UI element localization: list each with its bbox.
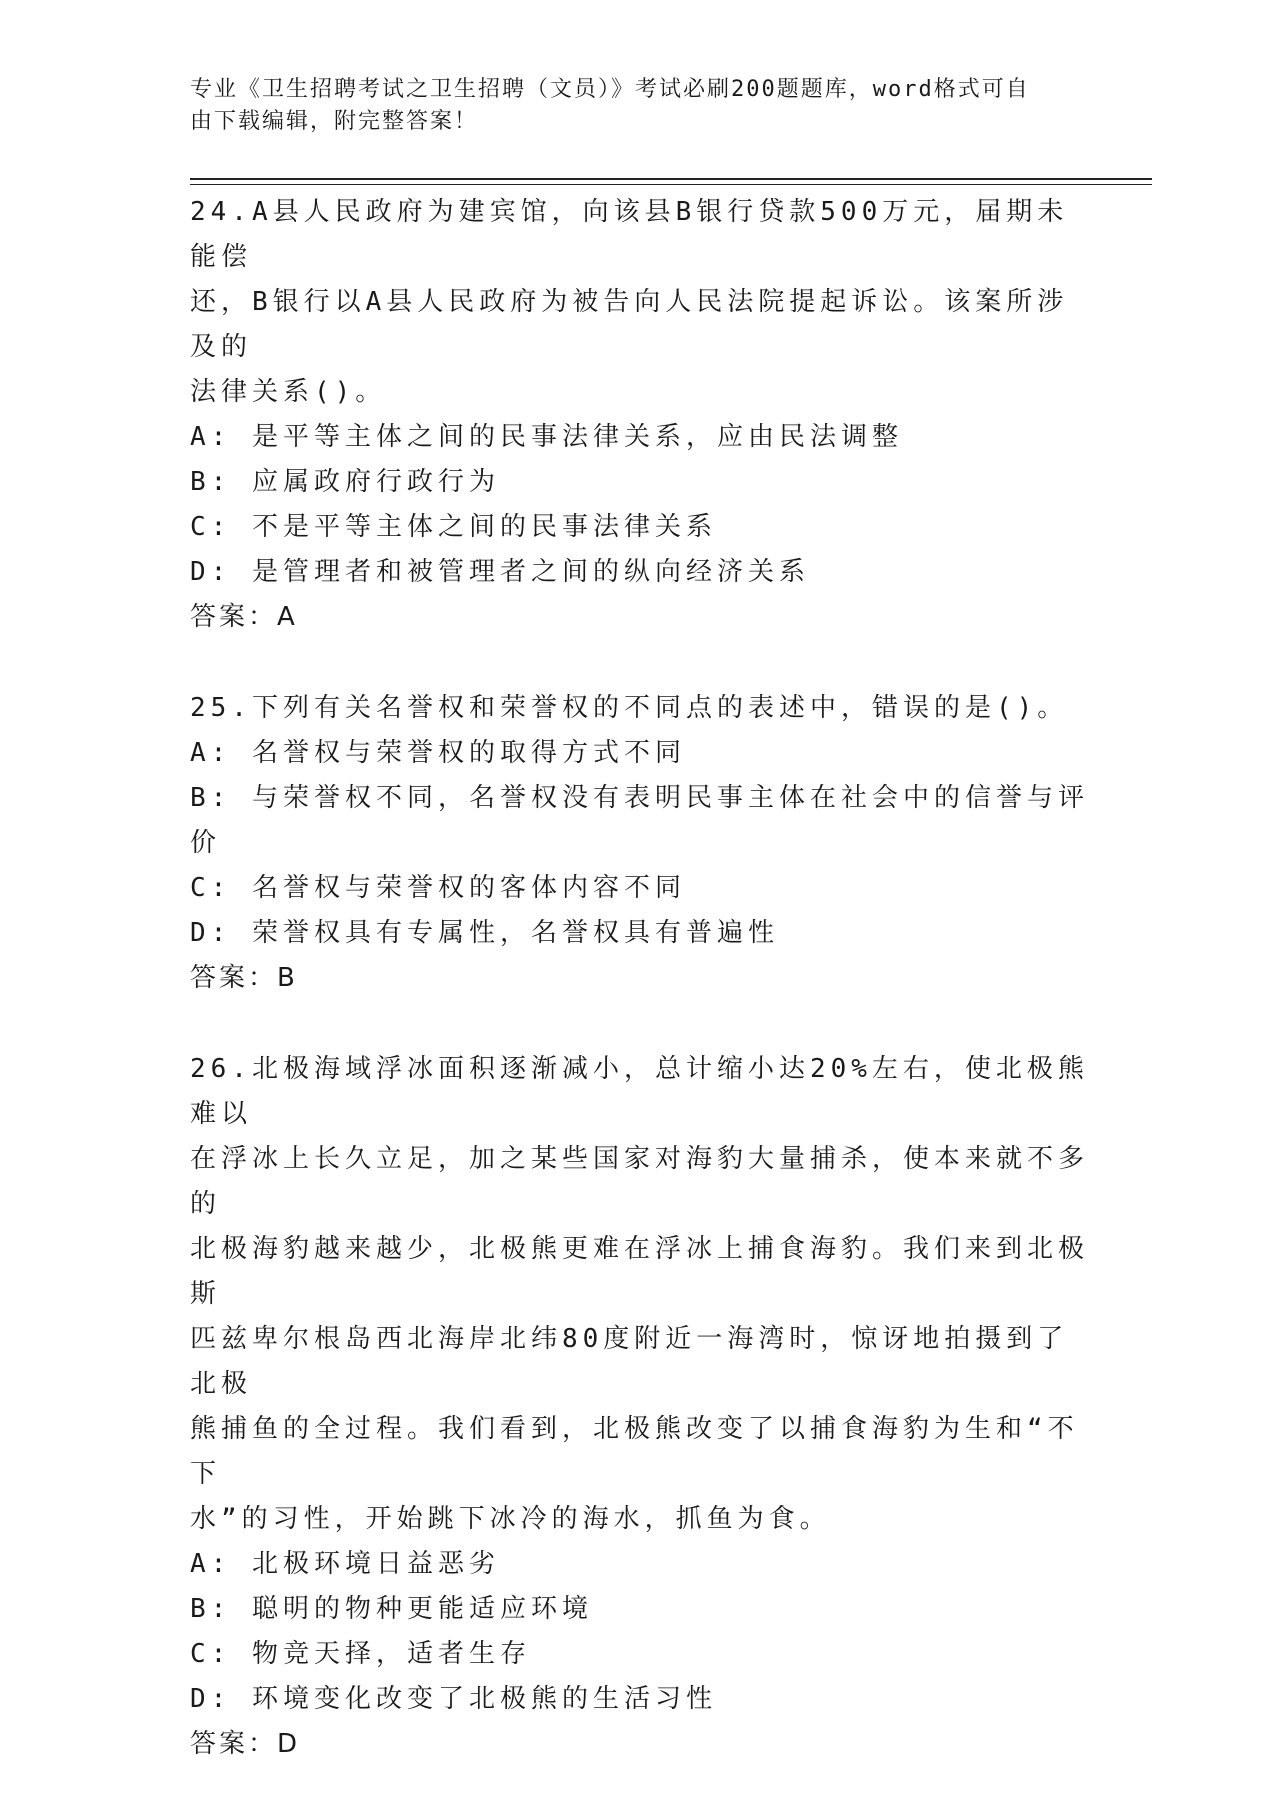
option-c <box>190 1632 1090 1677</box>
option-text: 北极环境日益恶劣 <box>251 1549 500 1579</box>
option-key: C: <box>190 512 232 542</box>
option-b <box>190 776 1090 866</box>
option-text: 环境变化改变了北极熊的生活习性 <box>251 1684 717 1714</box>
question-stem-line: 北极海豹越来越少，北极熊更难在浮冰上捕食海豹。我们来到北极斯 <box>190 1234 1090 1309</box>
question-25 <box>190 686 1090 1001</box>
option-text: 名誉权与荣誉权的取得方式不同 <box>251 738 686 768</box>
option-key: A: <box>190 1549 232 1579</box>
header-line-1: 专业《卫生招聘考试之卫生招聘（文员）》考试必刷200题题库，word格式可自 <box>190 77 1030 102</box>
option-key: C: <box>190 873 232 903</box>
option-d <box>190 911 1090 956</box>
option-text: 名誉权与荣誉权的客体内容不同 <box>251 873 686 903</box>
question-stem-line: 水”的习性，开始跳下冰冷的海水，抓鱼为食。 <box>190 1504 831 1534</box>
option-text: 是平等主体之间的民事法律关系，应由民法调整 <box>251 422 903 452</box>
answer-line: 答案：D <box>190 1729 301 1759</box>
option-c <box>190 505 1090 550</box>
option-key: B: <box>190 783 232 813</box>
option-key: B: <box>190 1594 232 1624</box>
question-list <box>190 190 1090 1813</box>
option-b <box>190 1587 1090 1632</box>
question-stem-line: 还，B银行以A县人民政府为被告向人民法院提起诉讼。该案所涉及的 <box>190 287 1069 362</box>
option-d <box>190 550 1090 595</box>
option-text: 聪明的物种更能适应环境 <box>251 1594 593 1624</box>
document-header <box>190 74 1090 138</box>
header-line-2: 由下载编辑，附完整答案！ <box>190 109 479 134</box>
option-text: 物竞天择，适者生存 <box>251 1639 531 1669</box>
option-b <box>190 460 1090 505</box>
question-stem-line: 匹兹卑尔根岛西北海岸北纬80度附近一海湾时，惊讶地拍摄到了北极 <box>190 1324 1069 1399</box>
question-stem-line: 26.北极海域浮冰面积逐渐减小，总计缩小达20%左右，使北极熊难以 <box>190 1054 1089 1129</box>
option-key: D: <box>190 918 232 948</box>
option-d <box>190 1677 1090 1722</box>
option-key: A: <box>190 738 232 768</box>
question-stem-line: 法律关系()。 <box>190 377 387 407</box>
option-key: B: <box>190 467 232 497</box>
question-26 <box>190 1047 1090 1767</box>
header-divider-thick <box>190 178 1152 180</box>
option-a <box>190 1542 1090 1587</box>
question-stem-line: 24.A县人民政府为建宾馆，向该县B银行贷款500万元，届期未能偿 <box>190 197 1069 272</box>
answer-line: 答案：A <box>190 602 298 632</box>
answer-line: 答案：B <box>190 963 298 993</box>
option-key: D: <box>190 557 232 587</box>
question-stem-line: 熊捕鱼的全过程。我们看到，北极熊改变了以捕食海豹为生和“不下 <box>190 1414 1079 1489</box>
option-text: 是管理者和被管理者之间的纵向经济关系 <box>251 557 810 587</box>
option-a <box>190 731 1090 776</box>
question-24 <box>190 190 1090 640</box>
question-stem-line: 在浮冰上长久立足，加之某些国家对海豹大量捕杀，使本来就不多的 <box>190 1144 1090 1219</box>
option-key: D: <box>190 1684 232 1714</box>
header-divider-thin <box>190 184 1152 185</box>
option-key: C: <box>190 1639 232 1669</box>
option-a <box>190 415 1090 460</box>
option-c <box>190 866 1090 911</box>
option-text: 与荣誉权不同，名誉权没有表明民事主体在社会中的信誉与评价 <box>190 783 1089 858</box>
option-text: 不是平等主体之间的民事法律关系 <box>251 512 717 542</box>
option-key: A: <box>190 422 232 452</box>
option-text: 应属政府行政行为 <box>251 467 500 497</box>
option-text: 荣誉权具有专属性，名誉权具有普遍性 <box>251 918 779 948</box>
question-stem-line: 25.下列有关名誉权和荣誉权的不同点的表述中，错误的是()。 <box>190 693 1069 723</box>
